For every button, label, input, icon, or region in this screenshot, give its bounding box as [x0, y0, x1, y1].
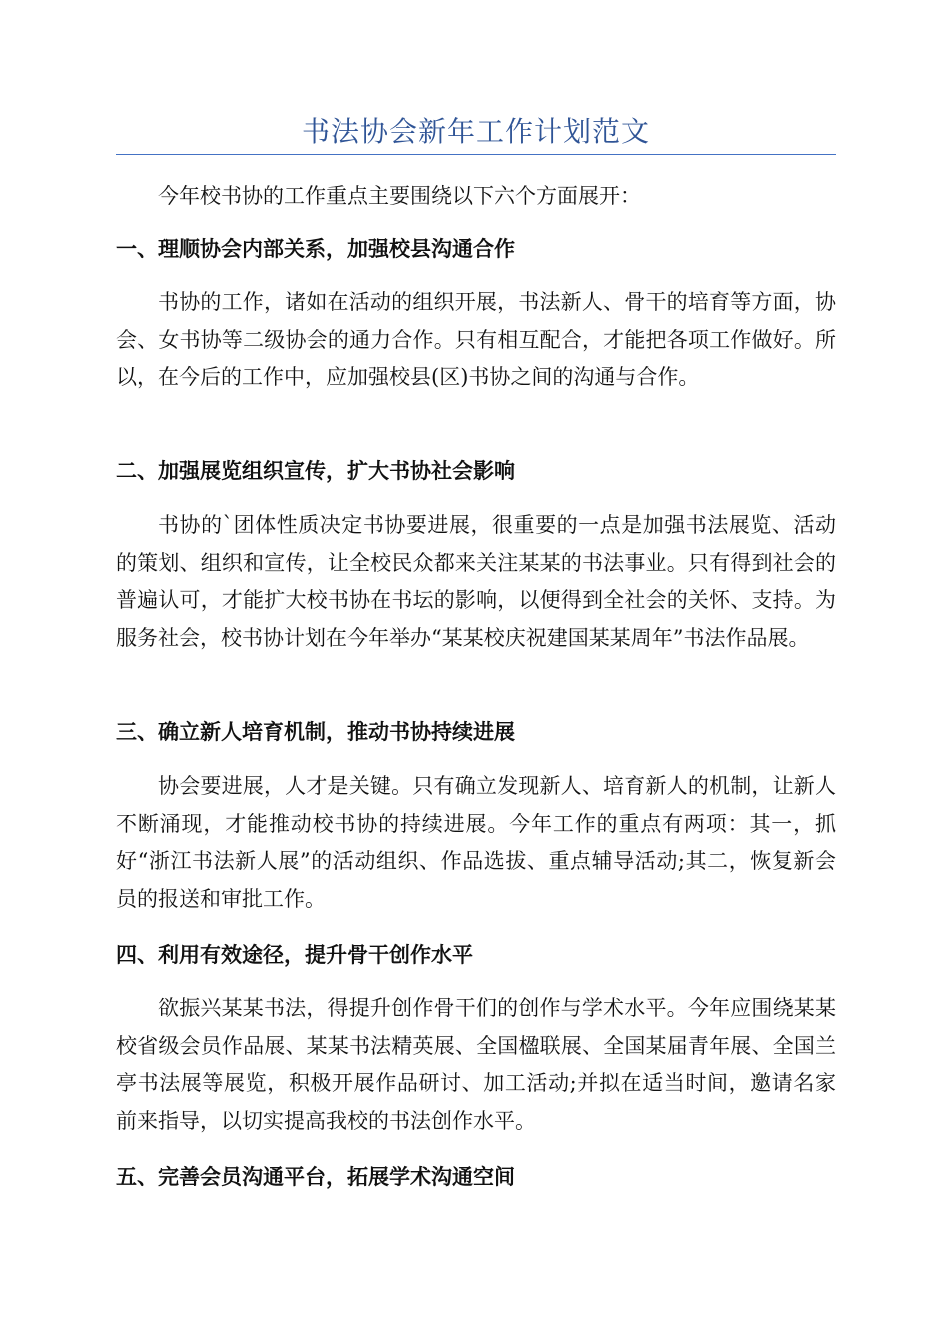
section-5-heading: 五、完善会员沟通平台，拓展学术沟通空间 — [116, 1165, 515, 1189]
section-4-body: 欲振兴某某书法，得提升创作骨干们的创作与学术水平。今年应围绕某某校省级会员作品展、某某书法精英展、全国楹联展、全国某届青年展、全国兰亭书法展等展览，积极开展作品研讨、加工活动;并拟在适当时间，邀请名家前来指导，以切实提高我校的书法创作水平。 — [116, 996, 836, 1133]
document-title: 书法协会新年工作计划范文 — [301, 115, 650, 148]
section-2-heading: 二、加强展览组织宣传，扩大书协社会影响 — [116, 459, 515, 483]
section-1-body: 书协的工作，诸如在活动的组织开展，书法新人、骨干的培育等方面，协会、女书协等二级协会的通力合作。只有相互配合，才能把各项工作做好。所以，在今后的工作中，应加强校县(区)书协之间的沟通与合作。 — [116, 290, 836, 389]
title-divider — [116, 154, 836, 155]
section-2-body: 书协的`团体性质决定书协要进展，很重要的一点是加强书法展览、活动的策划、组织和宣传，让全校民众都来关注某某的书法事业。只有得到社会的普遍认可，才能扩大校书协在书坛的影响，以便得到全社会的关怀、支持。为服务社会，校书协计划在今年举办“某某校庆祝建国某某周年”书法作品展。 — [116, 513, 836, 650]
section-4-heading: 四、利用有效途径，提升骨干创作水平 — [116, 943, 473, 967]
section-1-heading: 一、理顺协会内部关系，加强校县沟通合作 — [116, 237, 515, 261]
section-3-body: 协会要进展，人才是关键。只有确立发现新人、培育新人的机制，让新人不断涌现，才能推动校书协的持续进展。今年工作的重点有两项：其一，抓好“浙江书法新人展”的活动组织、作品选拔、重点辅导活动;其二，恢复新会员的报送和审批工作。 — [116, 774, 836, 911]
section-3-heading: 三、确立新人培育机制，推动书协持续进展 — [116, 720, 515, 744]
intro-paragraph: 今年校书协的工作重点主要围绕以下六个方面展开： — [158, 184, 641, 208]
